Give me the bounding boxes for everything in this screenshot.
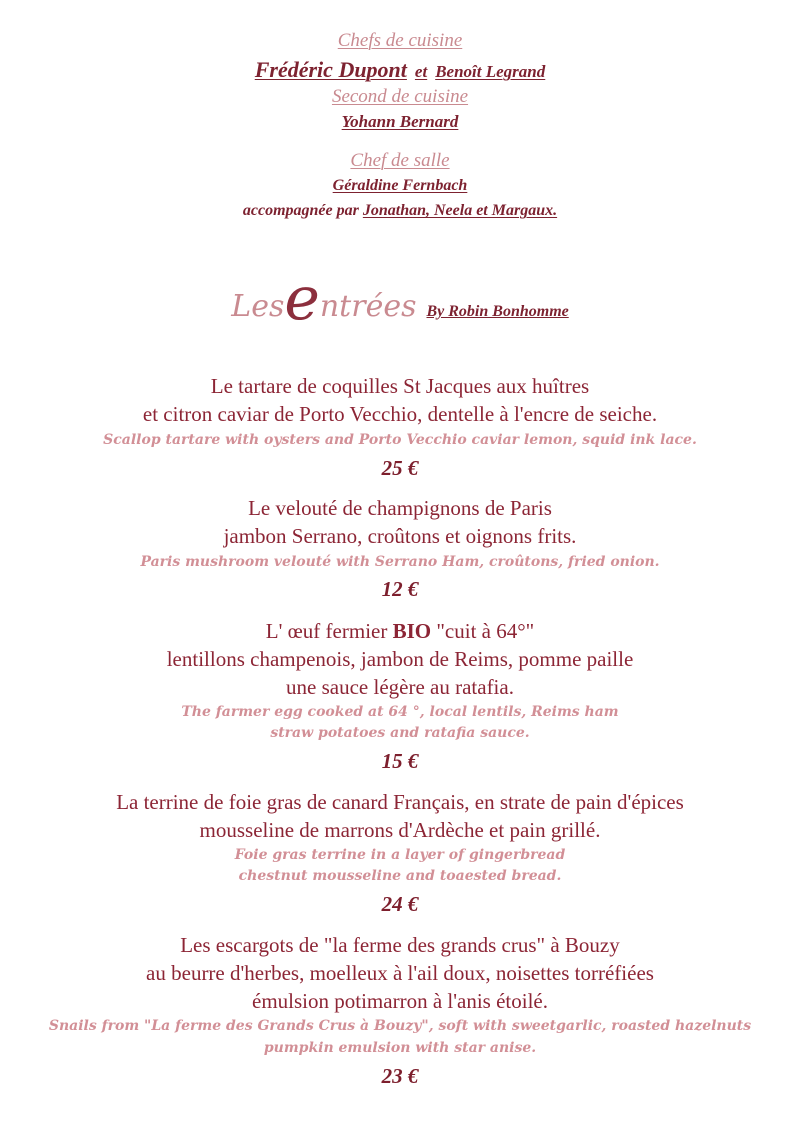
heading-les: Les [231,289,285,324]
chef-and: et [414,62,428,81]
dish-4-fr-line-1: La terrine de foie gras de canard Français, en strate de pain d'épices [116,790,684,814]
dish-3-en-line-1: The farmer egg cooked at 64 °, local lentils, Reims ham [181,704,619,720]
dish-1-fr-line-2: et citron caviar de Porto Vecchio, dentelle à l'encre de seiche. [142,402,658,426]
dish-3-fr-line-1b: "cuit à 64°" [431,619,535,643]
salle-label-line [0,150,800,172]
dish-4-en-line-2: chestnut mousseline and toaested bread. [238,868,562,884]
dish-2-fr-line-1: Le velouté de champignons de Paris [248,496,552,520]
dish-5-en-line-2: pumpkin emulsion with star anise. [263,1040,537,1056]
dish-3-fr-line-3: une sauce légère au ratafia. [286,675,514,699]
dish-5-fr-line-2: au beurre d'herbes, moelleux à l'ail doux, noisettes torréfiées [146,961,654,985]
dish-1-price: 25 € [381,456,419,480]
dish-3-fr-line-1 [0,619,800,644]
chef-name-2: Benoît Legrand [435,62,546,81]
dish-3-fr-line-2: lentillons champenois, jambon de Reims, pomme paille [166,647,634,671]
dish-1-en-line-1: Scallop tartare with oysters and Porto Vecchio caviar lemon, squid ink lace. [103,432,697,448]
dish-4-fr-line-2: mousseline de marrons d'Ardèche et pain grillé. [199,818,601,842]
chefs-label-line [0,30,800,52]
dish-3-price: 15 € [381,749,419,773]
salle-name: Géraldine Fernbach [332,177,468,194]
dish-5-price: 23 € [381,1064,419,1088]
chefs-label: Chefs de cuisine [337,30,463,51]
chef-name-1: Frédéric Dupont [254,57,407,82]
accompanied-line [0,202,800,220]
dish-4-price: 24 € [381,892,419,916]
heading-by-author: By Robin Bonhomme [426,303,569,320]
chefs-names-line [0,57,800,83]
salle-label: Chef de salle [350,150,450,171]
accompanied-names: Jonathan, Neela et Margaux. [362,202,558,219]
heading-big-e: e [284,264,320,334]
dish-3-bio-label: BIO [392,619,432,643]
dish-5-fr-line-1: Les escargots de "la ferme des grands crus" à Bouzy [180,933,620,957]
dish-3-fr-line-1a: L' œuf fermier [265,619,393,643]
dish-3-en-line-2: straw potatoes and ratafia sauce. [270,725,530,741]
dish-5-en-line-1: Snails from "La ferme des Grands Crus à Bouzy", soft with sweetgarlic, roasted hazelnuts [48,1018,752,1034]
dish-4-en-line-1: Foie gras terrine in a layer of gingerbread [234,847,566,863]
section-heading [0,264,800,334]
second-name: Yohann Bernard [341,112,459,131]
second-label-line [0,86,800,108]
dish-5-fr-line-3: émulsion potimarron à l'anis étoilé. [252,989,548,1013]
dish-2-en-line-1: Paris mushroom velouté with Serrano Ham, croûtons, fried onion. [140,554,660,570]
dish-1-fr-line-1: Le tartare de coquilles St Jacques aux huîtres [210,374,590,398]
dish-2-fr-line-2: jambon Serrano, croûtons et oignons frits. [223,524,577,548]
salle-name-line [0,177,800,195]
second-label: Second de cuisine [331,86,469,107]
dish-2-price: 12 € [381,577,419,601]
accompanied-prefix: accompagnée par [242,202,359,219]
second-name-line [0,112,800,132]
heading-entrees-rest: ntrées [319,289,417,324]
